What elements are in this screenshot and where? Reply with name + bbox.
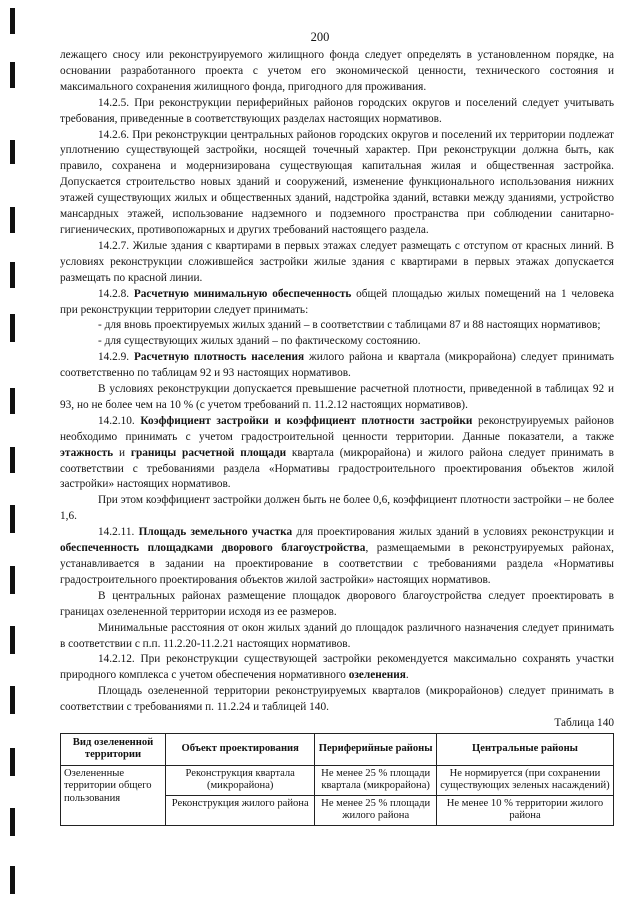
paragraph-14-2-7: 14.2.7. Жилые здания с квартирами в первых этажах следует размещать с отступом от красных линий. В условиях реконструкции сложившейся застройки жилые здания с квартирами в первых этажах допускается размещать по красной линии. [60, 239, 614, 284]
paragraph-14-2-9: 14.2.9. Расчетную плотность населения жилого района и квартала (микрорайона) следует принимать соответственно по таблицам 92 и 93 настоящих нормативов. [60, 351, 615, 380]
list-item-existing-buildings: - для существующих жилых зданий – по фактическому состоянию. [98, 335, 421, 348]
table-cell: Не менее 25 % площади жилого района [315, 795, 437, 825]
document-body [60, 48, 614, 826]
header-periphery: Периферийные районы [315, 734, 437, 766]
paragraph-intro: лежащего сносу или реконструируемого жилищного фонда следует определять в установленном порядке, на основании разработанного проекта с учетом его экономической ценности, технического состояния и максимального сохранения жилищного фонда, пригодного для проживания. [60, 49, 614, 93]
term-min-provision: Расчетную минимальную обеспеченность [133, 287, 352, 300]
table-cell: Не нормируется (при сохранении существующих зеленых насаждений) [437, 765, 614, 795]
paragraph-14-2-6: 14.2.6. При реконструкции центральных районов городских округов и поселений их территории подлежат уплотнению существующей застройки, носящей точечный характер. При реконструкции должна быть, как правило, сохранена и модернизирована существующая капитальная жилая и общественная застройка. Допускается строительство новых зданий и сооружений, изменение функционального использования нижних этажей существующих жилых и общественных зданий, надстройка зданий, вставки между зданиями, устройство мансардных этажей, использование надземного и подземного пространства при соблюдении санитарно-гигиенических, противопожарных и других требований настоящего раздела. [60, 128, 614, 236]
green-territory-table [60, 733, 614, 825]
scan-edge-marks [10, 0, 16, 905]
table-header-row [61, 734, 614, 766]
paragraph-14-2-9-b: В условиях реконструкции допускается превышение расчетной плотности, приведенной в таблицах 92 и 93, но не более чем на 10 % (с учетом требований п. 11.2.12 настоящих нормативов). [60, 383, 614, 411]
term-population-density: Расчетную плотность населения [133, 351, 305, 364]
paragraph-14-2-10-b: При этом коэффициент застройки должен быть не более 0,6, коэффициент плотности застройки – не более 1,6. [60, 494, 614, 523]
table-cell: Не менее 25 % площади квартала (микрорайона) [315, 765, 437, 795]
table-row [61, 765, 614, 795]
term-building-coefficient: Коэффициент застройки и коэффициент плотности застройки [140, 414, 473, 427]
header-design-object: Объект проектирования [166, 734, 315, 766]
paragraph-14-2-8: 14.2.8. Расчетную минимальную обеспеченность общей площадью жилых помещений на 1 человека при реконструкции территории следует принимать: [60, 287, 614, 316]
paragraph-14-2-11-b: В центральных районах размещение площадок дворового благоустройства следует проектировать в границах озелененной территории исходя из ее размеров. [60, 589, 614, 618]
table-caption: Таблица 140 [554, 717, 614, 730]
paragraph-14-2-5: 14.2.5. При реконструкции периферийных районов городских округов и поселений следует учитывать требования, приведенные в соответствующих разделах настоящих нормативов. [60, 96, 614, 125]
term-yard-provision: обеспеченность площадками дворового благоустройства [60, 542, 366, 555]
paragraph-14-2-12: 14.2.12. При реконструкции существующей застройки рекомендуется максимально сохранять участки природного комплекса с учетом обеспечения нормативного озеленения. [60, 653, 614, 682]
table-cell: Реконструкция жилого района [166, 795, 315, 825]
table-cell: Не менее 10 % территории жилого района [437, 795, 614, 825]
term-storeys: этажность [60, 446, 114, 459]
paragraph-14-2-10: 14.2.10. Коэффициент застройки и коэффициент плотности застройки реконструируемых районов необходимо принимать с учетом градостроительной ценности территории. Данные показатели, а также этажность и границы расчетной площади квартала (микрорайона) и жилого района следует принимать в соответствии с требованиями раздела «Нормативы градостроительного проектирования объектов жилой застройки» настоящих нормативов. [60, 414, 615, 491]
header-territory-type: Вид озелененной территории [61, 734, 166, 766]
paragraph-14-2-11: 14.2.11. Площадь земельного участка для проектирования жилых зданий в условиях реконструкции и обеспеченность площадками дворового благоустройства, размещаемыми в реконструируемых районах, устанавливается в задании на проектирование в соответствии с требованиями раздела «Нормативы градостроительного проектирования объектов жилой застройки» настоящих нормативов. [60, 526, 614, 586]
term-land-plot-area: Площадь земельного участка [138, 526, 293, 539]
table-cell: Реконструкция квартала (микрорайона) [166, 765, 315, 795]
term-greening: озеленения [348, 669, 406, 682]
territory-type-cell: Озелененные территории общего пользования [61, 765, 166, 825]
term-area-boundaries: границы расчетной площади [130, 446, 287, 459]
page-number: 200 [310, 30, 330, 44]
header-central: Центральные районы [437, 734, 614, 766]
list-item-new-buildings: - для вновь проектируемых жилых зданий – в соответствии с таблицами 87 и 88 настоящих нормативов; [98, 319, 601, 332]
paragraph-14-2-11-c: Минимальные расстояния от окон жилых зданий до площадок различного назначения следует принимать в соответствии с п.п. 11.2.20-11.2.21 настоящих нормативов. [60, 621, 614, 650]
paragraph-14-2-12-b: Площадь озелененной территории реконструируемых кварталов (микрорайонов) следует принимать в соответствии с требованиями п. 11.2.24 и таблицей 140. [60, 685, 614, 714]
